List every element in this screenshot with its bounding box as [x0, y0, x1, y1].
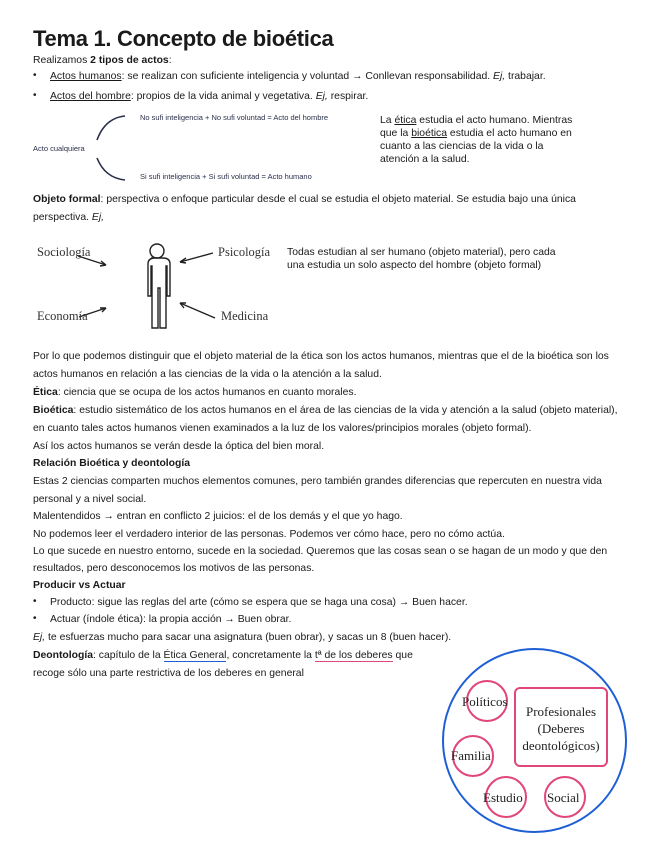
label-familia: Familia	[451, 748, 491, 763]
bullet: •	[33, 613, 37, 624]
label-estudio: Estudio	[483, 790, 523, 805]
paragraph: Estas 2 ciencias comparten muchos elementos comunes, pero también grandes diferencias que repercuten en nuestra vida	[33, 476, 602, 487]
text: : estudio sistemático de los actos humanos en el área de las ciencias de la vida y atención a la salud (objeto material),	[73, 405, 618, 416]
text: : perspectiva o enfoque particular desde el cual se estudia el objeto material. Se estudia bajo una única	[100, 194, 576, 205]
ej: Ej,	[315, 91, 328, 102]
heading-relacion: Relación Bioética y deontología	[33, 458, 191, 469]
bullet: •	[33, 70, 37, 81]
diagram-root: Acto cualquiera	[33, 144, 85, 153]
bullet-actuar: Actuar (índole ética): la propia acción → Buen obrar.	[50, 614, 292, 625]
bold-text: 2 tipos de actos	[90, 55, 169, 66]
text: estudia el acto humano en	[447, 128, 572, 139]
diagram-top: No sufi inteligencia + No sufi voluntad = Acto del hombre	[140, 113, 329, 122]
paragraph: recoge sólo una parte restrictiva de los deberes en general	[33, 668, 304, 679]
text: trabajar.	[505, 71, 546, 82]
paragraph: Lo que sucede en nuestro entorno, sucede en la sociedad. Queremos que las cosas sean o se hagan de un modo y que den	[33, 546, 608, 557]
bullet: •	[33, 596, 37, 607]
paragraph: Por lo que podemos distinguir que el objeto material de la ética son los actos humanos, mientras que el de la bioética son los	[33, 351, 609, 362]
underlined-etica-general: Ética General	[163, 650, 227, 661]
term: Actos del hombre	[50, 91, 131, 102]
text: : se realizan con suficiente inteligencia y voluntad → Conllevan responsabilidad.	[121, 71, 494, 82]
label-social: Social	[547, 790, 580, 805]
term: Deontología	[33, 650, 94, 661]
text: una estudia un solo aspecto del hombre (objeto formal)	[287, 260, 542, 271]
term: Bioética	[33, 405, 74, 416]
text: Realizamos	[33, 55, 91, 66]
text: : propios de la vida animal y vegetativa.	[130, 91, 316, 102]
label-profesionales: Profesionales (Deberes deontológicos)	[522, 704, 600, 753]
text: que la	[380, 128, 412, 139]
text: Todas estudian al ser humano (objeto material), pero cada	[287, 247, 556, 258]
label-politicos: Políticos	[462, 694, 508, 709]
label-economia: Economía	[37, 309, 88, 323]
label-sociologia: Sociología	[37, 245, 91, 259]
paragraph: Malentendidos → entran en conflicto 2 juicios: el de los demás y el que yo hago.	[33, 511, 403, 522]
page-title: Tema 1. Concepto de bioética	[33, 26, 334, 51]
heading-producir: Producir vs Actuar	[33, 580, 126, 591]
paragraph: Así los actos humanos se verán desde la óptica del bien moral.	[33, 441, 325, 452]
text: : ciencia que se ocupa de los actos humanos en cuanto morales.	[57, 387, 357, 398]
paragraph: No podemos leer el verdadero interior de las personas. Podemos ver cómo hace, pero no cómo actúa.	[33, 529, 505, 540]
term: Objeto formal	[33, 194, 101, 205]
bullet-producto: Producto: sigue las reglas del arte (cómo se espera que se haga una cosa) → Buen hacer.	[50, 597, 468, 608]
text: , concretamente la	[226, 650, 315, 661]
paragraph: resultados, pero desconocemos los motivos de las personas.	[33, 563, 315, 574]
text: La	[380, 115, 395, 126]
ej: Ej,	[33, 632, 46, 643]
term: Ética	[33, 387, 58, 398]
text: :	[168, 55, 172, 66]
text: que	[392, 650, 413, 661]
label-psicologia: Psicología	[218, 245, 271, 259]
text: te esfuerzas mucho para sacar una asignatura (buen obrar), y sacas un 8 (buen hacer).	[45, 632, 452, 643]
text: cuanto a las ciencias de la vida o la	[380, 141, 544, 152]
underlined-teoria-deberes: tª de los deberes	[314, 650, 393, 661]
text: atención a la salud.	[380, 154, 470, 165]
term: bioética	[411, 128, 448, 139]
text: perspectiva.	[33, 212, 92, 223]
text: : capítulo de la	[93, 650, 164, 661]
ej: Ej,	[493, 71, 506, 82]
paragraph: personal y a nivel social.	[33, 494, 147, 505]
paragraph: actos humanos en relación a las ciencias de la vida o la atención a la salud.	[33, 369, 382, 380]
text: estudia el acto humano. Mientras	[416, 115, 573, 126]
paragraph: en cuanto tales actos humanos vienen examinados a la luz de los valores/principios morales (objeto formal).	[33, 423, 532, 434]
text: respirar.	[327, 91, 369, 102]
term: ética	[394, 115, 417, 126]
bullet: •	[33, 90, 37, 101]
term: Actos humanos	[50, 71, 122, 82]
ej: Ej,	[91, 212, 105, 223]
diagram-bottom: Si sufi inteligencia + Si sufi voluntad = Acto humano	[140, 172, 312, 181]
label-medicina: Medicina	[221, 309, 269, 323]
